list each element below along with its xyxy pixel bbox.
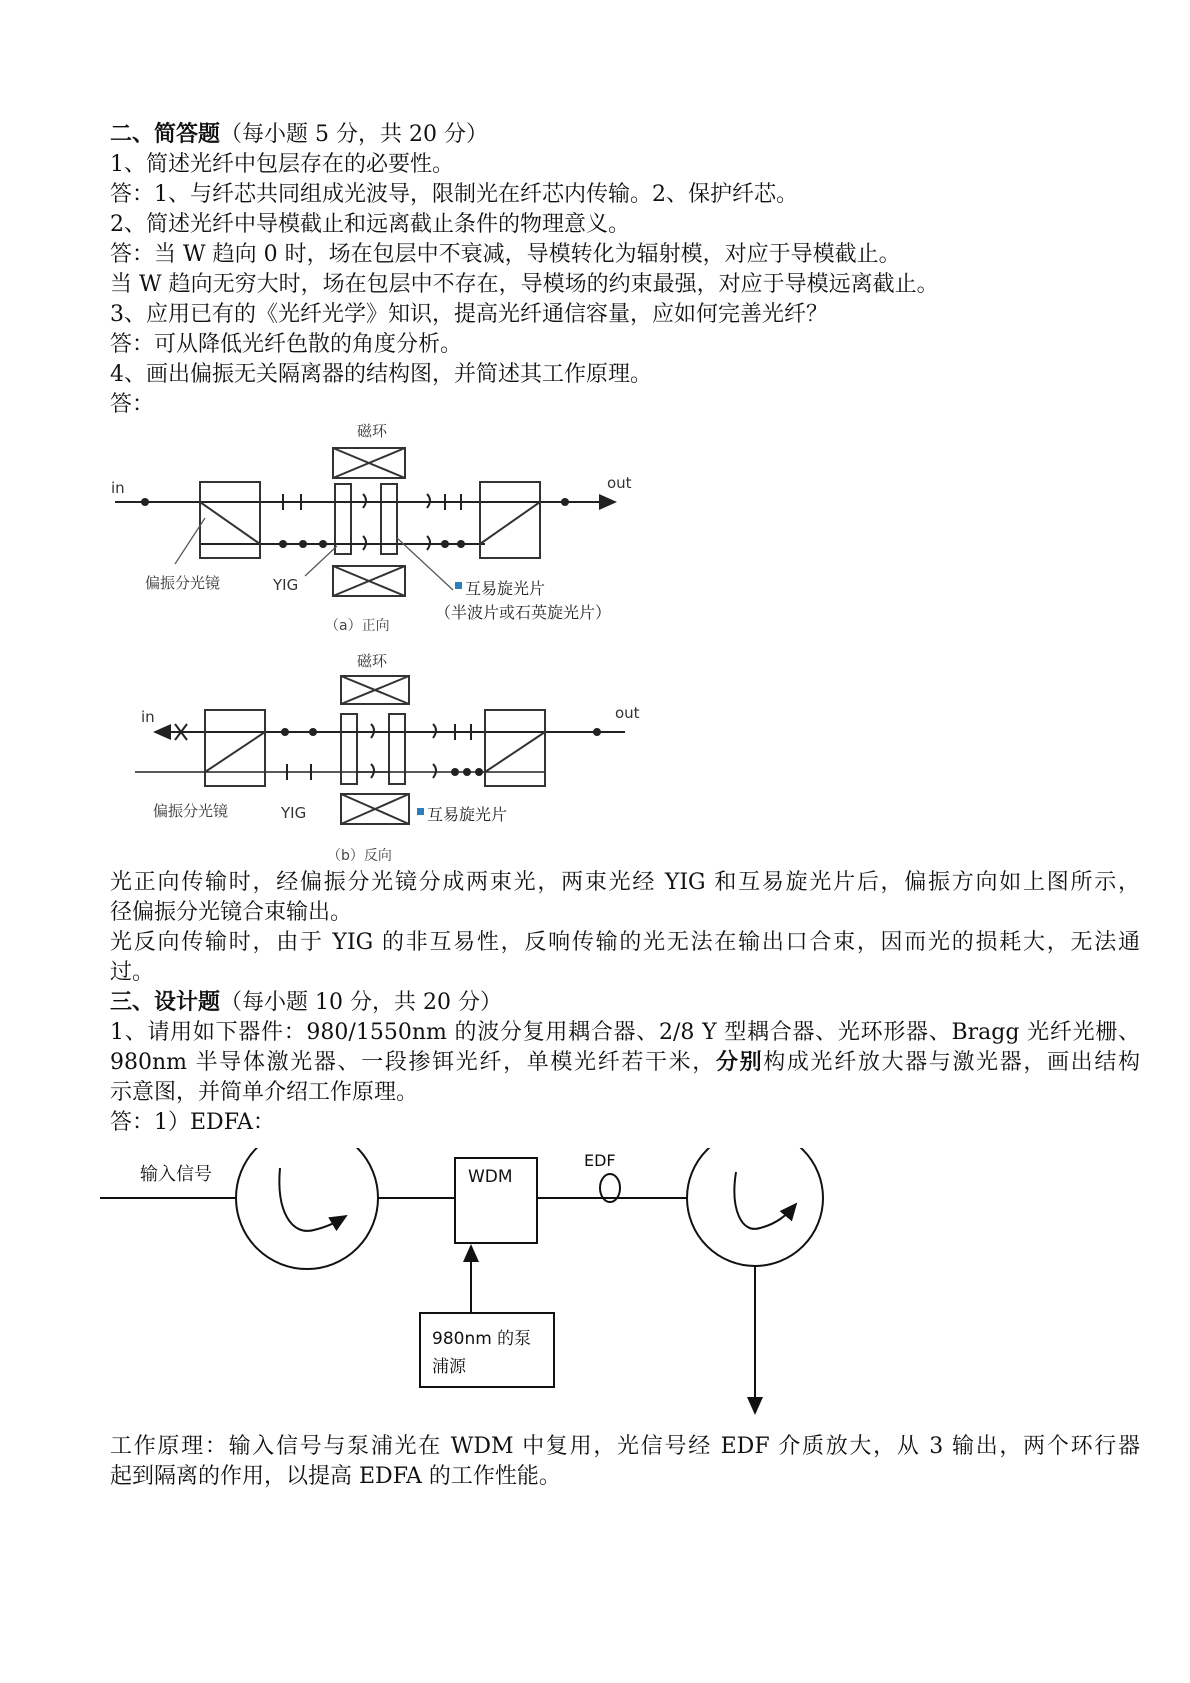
forward-out-label: out bbox=[607, 474, 632, 492]
forward-ring-label: 磁环 bbox=[357, 422, 388, 440]
principle-line1: 工作原理：输入信号与泵浦光在 WDM 中复用，光信号经 EDF 介质放大，从 3 输出，两个环行器 bbox=[110, 1434, 1140, 1459]
forward-in-label: in bbox=[111, 479, 125, 497]
answer-2-4-label: 答： bbox=[110, 392, 155, 417]
question-3-1-line3: 示意图，并简单介绍工作原理。 bbox=[110, 1080, 419, 1105]
forward-splitter-label: 偏振分光镜 bbox=[145, 574, 221, 592]
reverse-splitter-label: 偏振分光镜 bbox=[153, 802, 229, 820]
section2-note: （每小题 5 分，共 20 分） bbox=[220, 122, 488, 147]
question-3-1-line1: 1、请用如下器件：980/1550nm 的波分复用耦合器、2/8 Y 型耦合器、光环形器、Bragg 光纤光栅、 bbox=[110, 1020, 1140, 1045]
reverse-yig-label: YIG bbox=[281, 804, 307, 822]
forward-diagram bbox=[111, 422, 632, 634]
edfa-figure bbox=[100, 1148, 860, 1418]
forward-rotator-label: 互易旋光片 bbox=[465, 579, 546, 598]
reverse-rotator-marker bbox=[417, 808, 424, 815]
reverse-rotator bbox=[389, 714, 405, 784]
reverse-ring-label: 磁环 bbox=[357, 652, 388, 670]
question-3-1-line2-a: 980nm 半导体激光器、一段掺铒光纤，单模光纤若干米， bbox=[110, 1050, 716, 1075]
circulator-2 bbox=[687, 1148, 823, 1266]
forward-splitter-left bbox=[200, 482, 260, 558]
pump-label-line2: 浦源 bbox=[432, 1357, 466, 1377]
forward-rotator-note: （半波片或石英旋光片） bbox=[435, 603, 612, 622]
answer-2-4-para2-line1: 光反向传输时，由于 YIG 的非互易性，反响传输的光无法在输出口合束，因而光的损耗大，无法通 bbox=[110, 930, 1140, 955]
forward-yig-label: YIG bbox=[273, 576, 299, 594]
reverse-splitter-right bbox=[485, 710, 545, 786]
forward-rotator-marker bbox=[455, 582, 462, 589]
question-2-1: 1、简述光纤中包层存在的必要性。 bbox=[110, 152, 454, 177]
question-2-4: 4、画出偏振无关隔离器的结构图，并简述其工作原理。 bbox=[110, 362, 652, 387]
answer-2-4-para1-line2: 径偏振分光镜合束输出。 bbox=[110, 900, 353, 925]
answer-2-2-line1: 答：当 W 趋向 0 时，场在包层中不衰减，导模转化为辐射模，对应于导模截止。 bbox=[110, 242, 901, 267]
edf-label: EDF bbox=[584, 1151, 616, 1170]
forward-caption: （a）正向 bbox=[325, 618, 390, 634]
reverse-splitter-left bbox=[205, 710, 265, 786]
answer-2-1: 答：1、与纤芯共同组成光波导，限制光在纤芯内传输。2、保护纤芯。 bbox=[110, 182, 798, 207]
reverse-out-label: out bbox=[615, 704, 640, 722]
question-2-2: 2、简述光纤中导模截止和远离截止条件的物理意义。 bbox=[110, 212, 630, 237]
question-3-1-line2-b: 构成光纤放大器与激光器，画出结构 bbox=[763, 1050, 1140, 1075]
edfa-input-label: 输入信号 bbox=[140, 1164, 212, 1185]
question-3-1-emphasis: 分别 bbox=[715, 1050, 764, 1075]
reverse-ring-bottom bbox=[341, 794, 409, 824]
reverse-rotator-label: 互易旋光片 bbox=[427, 805, 508, 824]
forward-ring-bottom bbox=[333, 566, 405, 596]
question-3-1-line2 bbox=[110, 1048, 1140, 1078]
section3-heading: 三、设计题 bbox=[110, 990, 221, 1015]
section2-heading: 二、简答题 bbox=[110, 122, 221, 147]
isolator-figure bbox=[105, 418, 665, 868]
principle-line2: 起到隔离的作用，以提高 EDFA 的工作性能。 bbox=[110, 1464, 561, 1489]
pump-label-line1: 980nm 的泵 bbox=[432, 1329, 532, 1349]
reverse-yig bbox=[341, 714, 357, 784]
circulator-1 bbox=[236, 1148, 378, 1269]
wdm-label: WDM bbox=[468, 1167, 513, 1187]
forward-ring-top bbox=[333, 448, 405, 478]
reverse-in-label: in bbox=[141, 708, 155, 726]
section2-heading-line bbox=[110, 120, 488, 150]
section3-heading-line bbox=[110, 988, 502, 1018]
answer-2-4-para2-line2: 过。 bbox=[110, 960, 155, 985]
answer-3-1-label: 答：1）EDFA： bbox=[110, 1110, 275, 1135]
reverse-diagram bbox=[135, 652, 640, 864]
question-2-3: 3、应用已有的《光纤光学》知识，提高光纤通信容量，应如何完善光纤？ bbox=[110, 302, 828, 327]
answer-2-2-line2: 当 W 趋向无穷大时，场在包层中不存在，导模场的约束最强，对应于导模远离截止。 bbox=[110, 272, 939, 297]
forward-splitter-right bbox=[480, 482, 540, 558]
reverse-caption: （b）反向 bbox=[327, 848, 392, 864]
answer-2-3: 答：可从降低光纤色散的角度分析。 bbox=[110, 332, 463, 357]
section3-note: （每小题 10 分，共 20 分） bbox=[220, 990, 502, 1015]
answer-2-4-para1-line1: 光正向传输时，经偏振分光镜分成两束光，两束光经 YIG 和互易旋光片后，偏振方向如上图所示， bbox=[110, 870, 1140, 895]
reverse-ring-top bbox=[341, 676, 409, 704]
